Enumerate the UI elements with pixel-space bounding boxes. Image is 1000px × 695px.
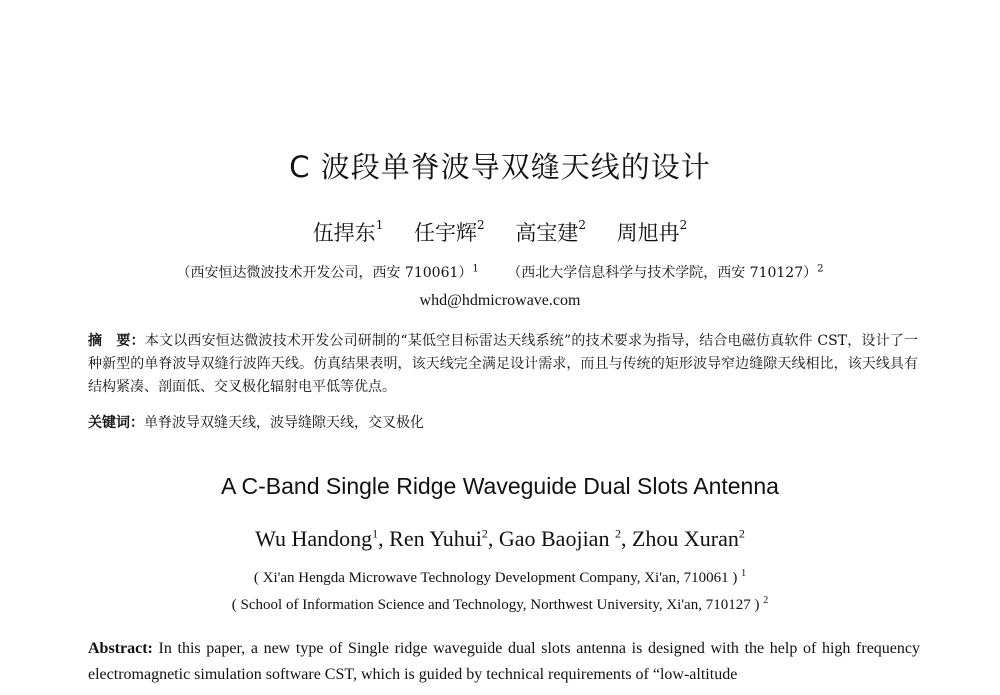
- affiliation-en-1: ( Xi'an Hengda Microwave Technology Development Company, Xi'an, 710061 ) $^1$: [253, 568, 747, 586]
- affiliation-cn-1: （西安恒达微波技术开发公司，西安 710061）$^1$: [176, 263, 479, 281]
- chinese-keywords: [88, 412, 918, 434]
- author-cn-2: 任宇辉$^2$: [414, 218, 485, 245]
- abstract-cn-text: 本文以西安恒达微波技术开发公司研制的“某低空目标雷达天线系统”的技术要求为指导，结合电磁仿真软件 CST，设计了一种新型的单脊波导双缝行波阵天线。仿真结果表明，该天线完全满足设计需求，而且与传统的矩形波导窄边缝隙天线相比，该天线具有结构紧凑、剖面低、交叉极化辐射电平低等优点。: [88, 333, 919, 395]
- english-authors: Wu Handong$^1$, Ren Yuhui$^2$, Gao Baojian $^2$, Zhou Xuran$^2$: [255, 526, 745, 551]
- chinese-affiliations: [0, 262, 1000, 282]
- author-en-4: Zhou Xuran$^2$: [631, 526, 745, 551]
- author-cn-1: 伍捍东$^1$: [312, 218, 384, 245]
- keywords-cn-text: 单脊波导双缝天线，波导缝隙天线，交叉极化: [144, 415, 424, 431]
- chinese-authors: [0, 217, 1000, 247]
- abstract-en-text: In this paper, a new type of Single ridge waveguide dual slots antenna is designed with the help of high frequency electromagnetic simulation software CST, which is guided by technical requirements of “low-altitude: [88, 640, 921, 683]
- affiliation-cn-2: （西北大学信息科学与技术学院，西安 710127）$^2$: [507, 263, 824, 281]
- chinese-abstract: [88, 330, 918, 399]
- author-cn-3: 高宝建$^2$: [515, 218, 586, 245]
- author-en-2: Ren Yuhui$^2$: [389, 526, 488, 551]
- author-email: whd@hdmicrowave.com: [419, 292, 581, 309]
- chinese-title: C 波段单脊波导双缝天线的设计: [289, 150, 711, 184]
- author-en-3: Gao Baojian $^2$: [498, 526, 621, 551]
- affiliation-en-2: ( School of Information Science and Technology, Northwest University, Xi'an, 710127 ) $^2$: [231, 595, 769, 613]
- keywords-cn-label: 关键词：: [88, 415, 144, 431]
- abstract-cn-label: 摘 要：: [88, 333, 145, 349]
- abstract-en-label: Abstract:: [88, 640, 153, 657]
- english-title: A C-Band Single Ridge Waveguide Dual Slots Antenna: [221, 473, 779, 499]
- author-cn-4: 周旭冉$^2$: [616, 218, 688, 245]
- english-abstract: [88, 636, 920, 688]
- author-en-1: Wu Handong$^1$: [255, 526, 379, 551]
